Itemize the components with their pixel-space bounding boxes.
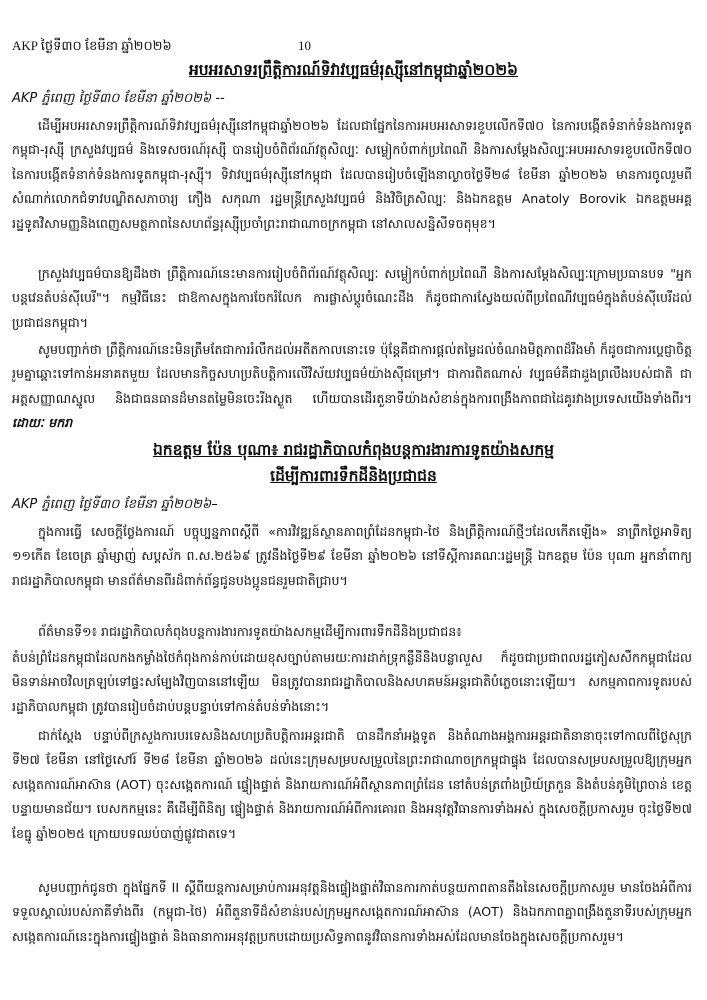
article1-paragraph-1: ដើម្បីអបអរសាទរព្រឹត្តិការណ៍ទិវាវប្បធម៌រុស្ស៊ីនៅកម្ពុជាឆ្នាំ២០២៦ ដែលជាផ្នែកនៃការអបអរសាទរខួបលើកទី៧០ នៃការបង្កើតទំនាក់ទំនងការទូតកម្ពុជា-រុស្ស៊ី ក្រសួងវប្បធម៌ និងទេសចរណ៍រុស្ស៊ី បានរៀបចំពិព័រណ៍វត្ថុសិល្បៈ សម្លៀកបំពាក់ប្រពៃណី និងការសម្តែងសិល្បៈអបអរសាទរខួបលើកទី៧០ នៃការបង្កើតទំនាក់ទំនងការទូតកម្ពុជា-រុស្ស៊ី។ ទិវាវប្បធម៌រុស្ស៊ីនៅកម្ពុជា ដែលបានរៀបចំឡើងនាល្ងាចថ្ងៃទី២៨ ខែមីនា ឆ្នាំ២០២៦ មានការចូលរួមពីសំណាក់លោកជំទាវបណ្ឌិតសភាចារ្យ ភឿង សកុណា រដ្ឋមន្ត្រីក្រសួងវប្បធម៌ និងវិចិត្រសិល្បៈ និងឯកឧត្តម Anatoly Borovik ឯកឧត្តមអគ្គរដ្ឋទូតវិសាមញ្ញនិងពេញសមត្ថភាពនៃសហព័ន្ធរុស្ស៊ីប្រចាំព្រះរាជាណាចក្រកម្ពុជា នៅសាលសន្និសីទចតុមុខ។ — [12, 118, 692, 231]
article2-paragraph-5: សូមបញ្ជាក់ជូនថា ក្នុងផ្នែកទី II ស្តីពីយន្តការសម្រាប់ការអនុវត្តនិងផ្ទៀងផ្ទាត់វិធានការកាត់បន្ថយភាពតានតឹងនៃសេចក្តីប្រកាសរួម មានចែងអំពីការទទួលស្គាល់របស់ភាគីទាំងពីរ (កម្ពុជា-ថៃ) អំពីតួនាទីដ៏សំខាន់របស់ក្រុមអ្នកសង្កេតការណ៍អាស៊ាន (AOT) និងឯកភាពគ្នាពង្រឹងតួនាទីរបស់ក្រុមអ្នកសង្កេតការណ៍នេះក្នុងការផ្ទៀងផ្ទាត់ និងធានាការអនុវត្តប្រកបដោយប្រសិទ្ធភាពនូវវិធានការទាំងអស់ដែលមានចែងក្នុងសេចក្តីប្រកាសរួម។ — [12, 880, 692, 944]
article1-paragraph-2: ក្រសួងវប្បធម៌បានឱ្យដឹងថា ព្រឹត្តិការណ៍នេះមានការរៀបចំពិព័រណ៍វត្ថុសិល្បៈ សម្លៀកបំពាក់ប្រពៃណី និងការសម្តែងសិល្បៈក្រោមប្រធានបទ "អ្នកបន្តវេនតំបន់ស៊ីបេរី"។ កម្មវិធីនេះ ជាឱកាសក្នុងការចែករំលែក ការផ្លាស់ប្តូរចំណេះដឹង ក៏ដូចជាការស្វែងយល់ពីប្រពៃណីវប្បធម៌ក្នុងតំបន់ស៊ីបេរីដល់ប្រជាជនកម្ពុជា។ — [12, 266, 692, 330]
article2-paragraph-3: តំបន់ព្រំដែនកម្ពុជាដែលកងកម្លាំងថៃកំពុងកាន់កាប់ដោយខុសច្បាប់តាមរយៈការដាក់ទ្រុកន្លឹនីនិងបន្លាលួស ក៏ដូចជាប្រជាពលរដ្ឋភៀសសឹកកម្ពុជាដែលមិនទាន់អាចវិលត្រឡប់ទៅផ្ទះសម្បែងវិញបាននៅឡើយ មិនត្រូវបានរាជរដ្ឋាភិបាលនិងសហគមន៍អន្តរជាតិបំភ្លេចនោះឡើយ។ សកម្មភាពការទូតរបស់រដ្ឋាភិបាលកម្ពុជា ត្រូវបានរៀបចំដាប់បន្តបន្ទាប់ទៅកាន់តំបន់ទាំងនោះ។ — [12, 650, 692, 714]
article1-paragraph-3: សូមបញ្ជាក់ថា ព្រឹត្តិការណ៍នេះមិនត្រឹមតែជាការរំលឹកដល់អតីតកាលនោះទេ ប៉ុន្តែគឺជាការផ្តល់តម្លៃដល់ចំណងមិត្តភាពដ៏រឹងមាំ ក៏ដូចជាការប្តេជ្ញាចិត្តរួមគ្នាឆ្ពោះទៅកាន់អនាគតមួយ ដែលមានកិច្ចសហប្រតិបត្តិការលើវិស័យវប្បធម៌យ៉ាងស៊ីជម្រៅ។ ជាការពិតណាស់ វប្បធម៌គឺជាដួងព្រលឹងរបស់ជាតិ ជាអត្តសញ្ញាណស្នូល និងជាធនធានដ៏មានតម្លៃមិនចេះរីងស្ងួត ហើយបានដើរតួនាទីយ៉ាងសំខាន់ក្នុងការពង្រឹងភាពជាដៃគូរវាងប្រទេសយើងទាំងពីរ។ ដោយៈ មករា — [12, 342, 692, 431]
page-number: 10 — [298, 38, 311, 53]
article1-byline: ដោយៈ មករា — [12, 415, 73, 431]
article2-paragraph-2: ព័ត៌មានទី១៖ រាជរដ្ឋាភិបាលកំពុងបន្តការងារការទូតយ៉ាងសកម្មដើម្បីការពារទឹកដីនិងប្រជាជន៖ — [38, 624, 462, 639]
article2-headline-line1: ឯកឧត្តម ប៉ែន បុណា៖ រាជរដ្ឋាភិបាលកំពុងបន្តការងារការទូតយ៉ាងសកម្ម — [152, 441, 555, 459]
page-header-agency-date: AKP ថ្ងៃទី៣០ ខែមីនា ឆ្នាំ២០២៦ — [12, 38, 172, 53]
article1-dateline: AKP ភ្នំពេញ ថ្ងៃទី៣០ ខែមីនា ឆ្នាំ២០២៦ -- — [12, 91, 225, 106]
article2-dateline: AKP ភ្នំពេញ ថ្ងៃទី៣០ ខែមីនា ឆ្នាំ២០២៦– — [12, 497, 218, 512]
article2-paragraph-4: ជាក់ស្តែង បន្ទាប់ពីក្រសួងការបរទេសនិងសហប្រតិបត្តិការអន្តរជាតិ បានដឹកនាំអង្គទូត និងតំណាងអង្គការអន្តរជាតិនានាចុះទៅកាលពីថ្ងៃសុក្រ ទី២៧ ខែមីនា នៅថ្ងៃសៅរ៍ ទី២៨ ខែមីនា ឆ្នាំ២០២៦ ដល់នេះក្រុមសម្របសម្រួលនៃព្រះរាជាណាចក្រកម្ពុជាផ្ទុង ដែលបានសម្របសម្រួលឱ្យក្រុមអ្នកសង្កេតការណ៍អាស៊ាន (AOT) ចុះសង្កេតការណ៍ ផ្ទៀងផ្ទាត់ និងរាយការណ៍អំពីស្ថានភាពព្រំដែន នៅតំបន់ត្រពាំងប្រិយ៍ត្រកួន និងតំបន់ភូមិព្រៃចាន់ ខេត្តបន្ទាយមានជ័យ។ បេសកកម្មនេះ គឺដើម្បីពិនិត្យ ផ្ទៀងផ្ទាត់ និងរាយការណ៍អំពីការគោរព និងអនុវត្តវិធានការទាំងអស់ ក្នុងសេចក្តីប្រកាសរួម ចុះថ្ងៃទី២៧ ខែធ្នូ ឆ្នាំ២០២៥ ក្រោយបទឈប់បាញ់ផ្លូវជាតទេ។ — [12, 728, 692, 841]
article1-headline: អបអរសាទរព្រឹត្តិការណ៍ទិវាវប្បធម៌រុស្ស៊ីនៅកម្ពុជាឆ្នាំ២០២៦ — [188, 61, 519, 79]
article2-paragraph-1: ក្នុងការធ្វើ សេចក្តីថ្លែងការណ៍ បច្ចុប្បន្នភាពស្តីពី «ការវិវឌ្ឍន៍ស្ថានភាពព្រំដែនកម្ពុជា-ថៃ និងព្រឹត្តិការណ៍ថ្មីៗដែលកើតឡើង» នាព្រឹកថ្ងៃអាទិត្យ ១១កើត ខែចេត្រ ឆ្នាំម្សាញ់ សប្តស័ក ព.ស.២៥៦៩ ត្រូវនឹងថ្ងៃទី២៩ ខែមីនា ឆ្នាំ២០២៦ នៅទីស្តីការគណៈរដ្ឋមន្ត្រី ឯកឧត្តម ប៉ែន បុណា អ្នកនាំពាក្យរាជរដ្ឋាភិបាលកម្ពុជា មានព័ត៌មានពីរដ៏ពាក់ព័ន្ធជូនបងប្អូនជនរួមជាតិជ្រាប។ — [12, 524, 692, 588]
article2-headline-line2: ដើម្បីការពារទឹកដីនិងប្រជាជន — [270, 467, 437, 485]
